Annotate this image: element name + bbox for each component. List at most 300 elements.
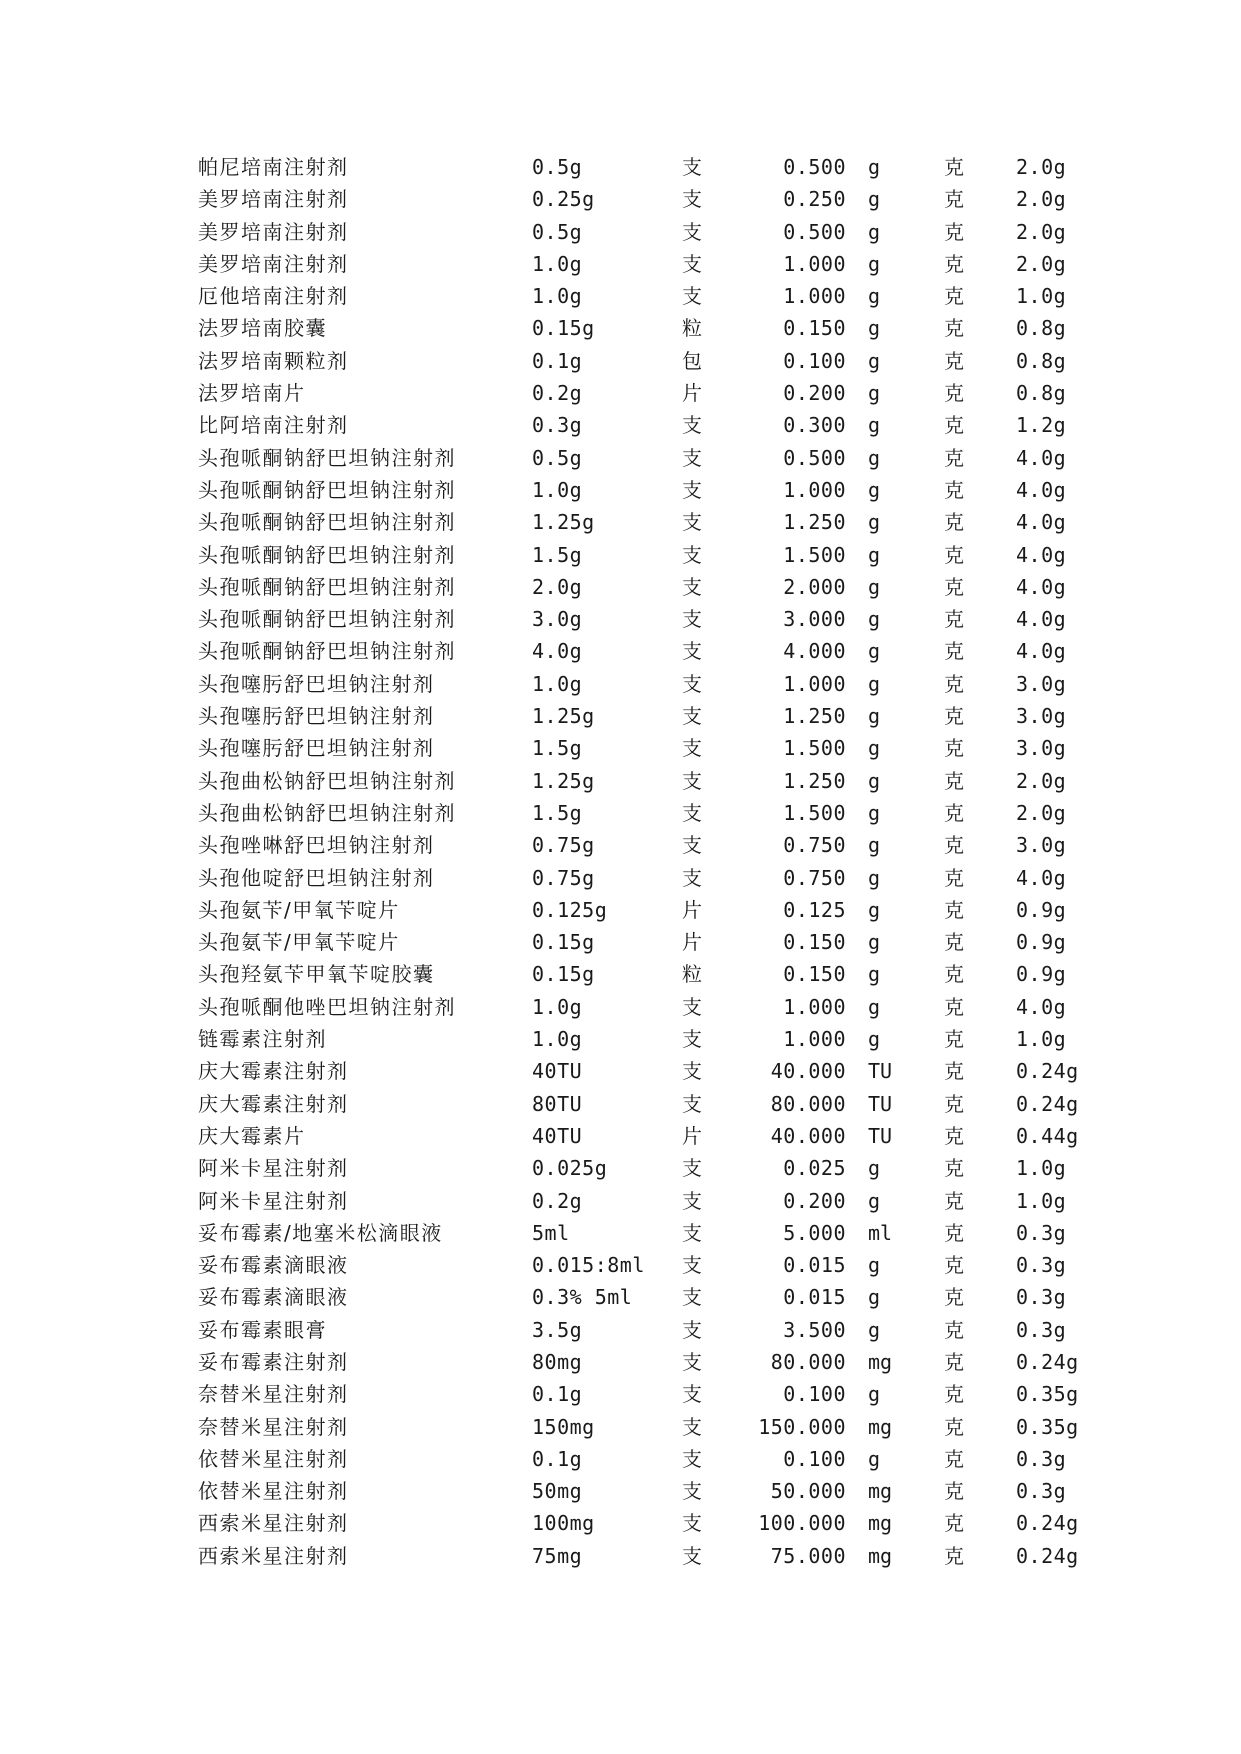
package-unit-cell: 支 [682, 1446, 702, 1471]
ddd-unit-cell: 克 [944, 671, 964, 696]
drug-name-cell: 帕尼培南注射剂 [198, 155, 349, 179]
package-unit-cell: 支 [682, 994, 702, 1019]
quantity-cell: 1.500 [783, 800, 846, 825]
ddd-value-cell: 0.24g [1016, 1059, 1079, 1084]
quantity-cell: 3.500 [783, 1317, 846, 1342]
quantity-cell: 1.000 [783, 284, 846, 309]
quantity-unit-cell: g [868, 897, 881, 922]
table-row [0, 571, 1241, 603]
package-unit-cell: 包 [682, 348, 702, 373]
drug-name-cell: 头孢噻肟舒巴坦钠注射剂 [198, 704, 435, 729]
ddd-value-cell: 0.35g [1016, 1414, 1079, 1439]
spec-cell: 0.1g [532, 1382, 583, 1407]
spec-cell: 1.0g [532, 1027, 583, 1052]
package-unit-cell: 支 [682, 155, 702, 179]
ddd-value-cell: 4.0g [1016, 574, 1067, 599]
ddd-value-cell: 0.3g [1016, 1285, 1067, 1310]
quantity-cell: 1.500 [783, 542, 846, 567]
table-row [0, 377, 1241, 409]
ddd-value-cell: 0.8g [1016, 381, 1067, 406]
package-unit-cell: 支 [682, 477, 702, 502]
spec-cell: 1.0g [532, 251, 583, 276]
drug-name-cell: 头孢噻肟舒巴坦钠注射剂 [198, 671, 435, 696]
ddd-value-cell: 2.0g [1016, 768, 1067, 793]
ddd-unit-cell: 克 [944, 607, 964, 632]
table-row [0, 1088, 1241, 1120]
spec-cell: 1.25g [532, 510, 595, 535]
quantity-unit-cell: g [868, 833, 881, 858]
quantity-unit-cell: g [868, 219, 881, 244]
drug-name-cell: 庆大霉素注射剂 [198, 1059, 349, 1084]
ddd-unit-cell: 克 [944, 768, 964, 793]
drug-name-cell: 链霉素注射剂 [198, 1027, 327, 1052]
spec-cell: 0.025g [532, 1156, 608, 1181]
quantity-cell: 1.250 [783, 510, 846, 535]
drug-name-cell: 妥布霉素眼膏 [198, 1317, 327, 1342]
table-row [0, 345, 1241, 377]
quantity-unit-cell: g [868, 865, 881, 890]
drug-name-cell: 头孢曲松钠舒巴坦钠注射剂 [198, 768, 456, 793]
package-unit-cell: 支 [682, 284, 702, 309]
table-row [0, 280, 1241, 312]
quantity-cell: 3.000 [783, 607, 846, 632]
drug-name-cell: 妥布霉素滴眼液 [198, 1285, 349, 1310]
drug-name-cell: 头孢哌酮钠舒巴坦钠注射剂 [198, 477, 456, 502]
package-unit-cell: 支 [682, 1091, 702, 1116]
drug-name-cell: 头孢哌酮钠舒巴坦钠注射剂 [198, 542, 456, 567]
package-unit-cell: 支 [682, 833, 702, 858]
ddd-value-cell: 0.9g [1016, 962, 1067, 987]
package-unit-cell: 片 [682, 897, 702, 922]
drug-name-cell: 头孢哌酮钠舒巴坦钠注射剂 [198, 639, 456, 664]
quantity-cell: 0.100 [783, 1382, 846, 1407]
table-row [0, 1346, 1241, 1378]
table-row [0, 958, 1241, 990]
package-unit-cell: 支 [682, 1027, 702, 1052]
drug-name-cell: 奈替米星注射剂 [198, 1382, 349, 1407]
ddd-unit-cell: 克 [944, 477, 964, 502]
spec-cell: 1.5g [532, 736, 583, 761]
quantity-cell: 1.000 [783, 671, 846, 696]
quantity-cell: 0.750 [783, 833, 846, 858]
spec-cell: 0.2g [532, 381, 583, 406]
drug-name-cell: 比阿培南注射剂 [198, 413, 349, 438]
package-unit-cell: 片 [682, 381, 702, 406]
spec-cell: 0.1g [532, 1446, 583, 1471]
table-row [0, 668, 1241, 700]
drug-name-cell: 妥布霉素注射剂 [198, 1349, 349, 1374]
drug-name-cell: 庆大霉素片 [198, 1123, 306, 1148]
ddd-unit-cell: 克 [944, 187, 964, 212]
drug-name-cell: 厄他培南注射剂 [198, 284, 349, 309]
quantity-cell: 5.000 [783, 1220, 846, 1245]
quantity-unit-cell: mg [868, 1511, 893, 1536]
ddd-value-cell: 0.8g [1016, 348, 1067, 373]
quantity-unit-cell: TU [868, 1123, 893, 1148]
quantity-cell: 0.500 [783, 445, 846, 470]
package-unit-cell: 支 [682, 1253, 702, 1278]
ddd-unit-cell: 克 [944, 316, 964, 341]
quantity-unit-cell: g [868, 1317, 881, 1342]
table-row [0, 442, 1241, 474]
quantity-unit-cell: g [868, 413, 881, 438]
quantity-unit-cell: mg [868, 1479, 893, 1504]
quantity-unit-cell: g [868, 251, 881, 276]
package-unit-cell: 支 [682, 445, 702, 470]
quantity-unit-cell: g [868, 704, 881, 729]
table-row [0, 700, 1241, 732]
ddd-value-cell: 1.0g [1016, 1027, 1067, 1052]
quantity-unit-cell: g [868, 381, 881, 406]
spec-cell: 150mg [532, 1414, 595, 1439]
ddd-unit-cell: 克 [944, 1220, 964, 1245]
package-unit-cell: 支 [682, 1188, 702, 1213]
spec-cell: 3.0g [532, 607, 583, 632]
ddd-value-cell: 0.9g [1016, 930, 1067, 955]
quantity-unit-cell: TU [868, 1091, 893, 1116]
drug-name-cell: 美罗培南注射剂 [198, 187, 349, 212]
spec-cell: 1.5g [532, 542, 583, 567]
quantity-unit-cell: g [868, 348, 881, 373]
quantity-unit-cell: g [868, 1446, 881, 1471]
ddd-unit-cell: 克 [944, 1027, 964, 1052]
spec-cell: 1.0g [532, 477, 583, 502]
spec-cell: 1.25g [532, 768, 595, 793]
ddd-unit-cell: 克 [944, 1156, 964, 1181]
quantity-cell: 0.750 [783, 865, 846, 890]
spec-cell: 0.2g [532, 1188, 583, 1213]
quantity-cell: 100.000 [758, 1511, 846, 1536]
table-row [0, 991, 1241, 1023]
quantity-unit-cell: g [868, 1285, 881, 1310]
quantity-cell: 1.000 [783, 251, 846, 276]
spec-cell: 2.0g [532, 574, 583, 599]
package-unit-cell: 支 [682, 1317, 702, 1342]
package-unit-cell: 支 [682, 865, 702, 890]
quantity-unit-cell: g [868, 1188, 881, 1213]
package-unit-cell: 支 [682, 607, 702, 632]
spec-cell: 80mg [532, 1349, 583, 1374]
table-row [0, 1411, 1241, 1443]
table-row [0, 1443, 1241, 1475]
ddd-value-cell: 0.3g [1016, 1317, 1067, 1342]
drug-name-cell: 头孢哌酮钠舒巴坦钠注射剂 [198, 607, 456, 632]
quantity-unit-cell: g [868, 155, 881, 179]
quantity-cell: 0.500 [783, 219, 846, 244]
spec-cell: 1.0g [532, 671, 583, 696]
table-row [0, 539, 1241, 571]
quantity-cell: 0.200 [783, 381, 846, 406]
package-unit-cell: 片 [682, 930, 702, 955]
drug-ddd-table [0, 151, 1241, 1572]
quantity-unit-cell: g [868, 1156, 881, 1181]
quantity-cell: 1.000 [783, 1027, 846, 1052]
ddd-value-cell: 3.0g [1016, 671, 1067, 696]
ddd-value-cell: 3.0g [1016, 833, 1067, 858]
ddd-unit-cell: 克 [944, 251, 964, 276]
ddd-unit-cell: 克 [944, 736, 964, 761]
package-unit-cell: 支 [682, 187, 702, 212]
ddd-unit-cell: 克 [944, 639, 964, 664]
ddd-unit-cell: 克 [944, 445, 964, 470]
package-unit-cell: 支 [682, 1511, 702, 1536]
spec-cell: 0.015:8ml [532, 1253, 645, 1278]
package-unit-cell: 支 [682, 574, 702, 599]
package-unit-cell: 粒 [682, 962, 702, 987]
drug-name-cell: 西索米星注射剂 [198, 1511, 349, 1536]
package-unit-cell: 支 [682, 542, 702, 567]
drug-name-cell: 头孢哌酮钠舒巴坦钠注射剂 [198, 510, 456, 535]
drug-name-cell: 依替米星注射剂 [198, 1446, 349, 1471]
package-unit-cell: 支 [682, 1285, 702, 1310]
package-unit-cell: 支 [682, 1543, 702, 1568]
drug-name-cell: 头孢哌酮他唑巴坦钠注射剂 [198, 994, 456, 1019]
package-unit-cell: 粒 [682, 316, 702, 341]
quantity-cell: 0.150 [783, 316, 846, 341]
quantity-cell: 0.100 [783, 1446, 846, 1471]
quantity-unit-cell: g [868, 1253, 881, 1278]
quantity-cell: 0.150 [783, 930, 846, 955]
package-unit-cell: 支 [682, 736, 702, 761]
spec-cell: 0.5g [532, 155, 583, 179]
spec-cell: 1.25g [532, 704, 595, 729]
drug-name-cell: 妥布霉素滴眼液 [198, 1253, 349, 1278]
quantity-unit-cell: g [868, 574, 881, 599]
table-row [0, 797, 1241, 829]
quantity-cell: 40.000 [770, 1059, 846, 1084]
package-unit-cell: 支 [682, 413, 702, 438]
spec-cell: 0.15g [532, 930, 595, 955]
ddd-value-cell: 2.0g [1016, 800, 1067, 825]
drug-name-cell: 头孢哌酮钠舒巴坦钠注射剂 [198, 445, 456, 470]
spec-cell: 0.5g [532, 219, 583, 244]
package-unit-cell: 支 [682, 639, 702, 664]
quantity-unit-cell: g [868, 187, 881, 212]
quantity-unit-cell: g [868, 542, 881, 567]
drug-name-cell: 庆大霉素注射剂 [198, 1091, 349, 1116]
ddd-value-cell: 0.9g [1016, 897, 1067, 922]
quantity-unit-cell: g [868, 768, 881, 793]
table-row [0, 474, 1241, 506]
package-unit-cell: 片 [682, 1123, 702, 1148]
quantity-unit-cell: mg [868, 1414, 893, 1439]
quantity-cell: 0.100 [783, 348, 846, 373]
spec-cell: 100mg [532, 1511, 595, 1536]
table-row [0, 1185, 1241, 1217]
quantity-unit-cell: g [868, 736, 881, 761]
ddd-value-cell: 4.0g [1016, 639, 1067, 664]
spec-cell: 40TU [532, 1123, 583, 1148]
ddd-unit-cell: 克 [944, 962, 964, 987]
drug-name-cell: 美罗培南注射剂 [198, 251, 349, 276]
table-row [0, 1507, 1241, 1539]
spec-cell: 50mg [532, 1479, 583, 1504]
drug-name-cell: 依替米星注射剂 [198, 1479, 349, 1504]
ddd-unit-cell: 克 [944, 542, 964, 567]
ddd-value-cell: 0.24g [1016, 1511, 1079, 1536]
table-row [0, 1152, 1241, 1184]
ddd-unit-cell: 克 [944, 1091, 964, 1116]
drug-name-cell: 头孢噻肟舒巴坦钠注射剂 [198, 736, 435, 761]
package-unit-cell: 支 [682, 1349, 702, 1374]
drug-name-cell: 头孢氨苄/甲氧苄啶片 [198, 897, 400, 922]
table-row [0, 603, 1241, 635]
quantity-unit-cell: g [868, 639, 881, 664]
ddd-unit-cell: 克 [944, 155, 964, 179]
quantity-unit-cell: g [868, 1027, 881, 1052]
quantity-cell: 50.000 [770, 1479, 846, 1504]
ddd-unit-cell: 克 [944, 219, 964, 244]
ddd-unit-cell: 克 [944, 1414, 964, 1439]
table-row [0, 926, 1241, 958]
drug-name-cell: 头孢哌酮钠舒巴坦钠注射剂 [198, 574, 456, 599]
ddd-value-cell: 4.0g [1016, 445, 1067, 470]
table-row [0, 1540, 1241, 1572]
ddd-value-cell: 2.0g [1016, 155, 1067, 179]
ddd-value-cell: 4.0g [1016, 865, 1067, 890]
package-unit-cell: 支 [682, 704, 702, 729]
table-row [0, 151, 1241, 183]
quantity-unit-cell: ml [868, 1220, 893, 1245]
table-row [0, 506, 1241, 538]
drug-name-cell: 阿米卡星注射剂 [198, 1188, 349, 1213]
ddd-value-cell: 4.0g [1016, 477, 1067, 502]
ddd-value-cell: 1.0g [1016, 1188, 1067, 1213]
spec-cell: 0.5g [532, 445, 583, 470]
table-row [0, 635, 1241, 667]
quantity-cell: 150.000 [758, 1414, 846, 1439]
package-unit-cell: 支 [682, 1220, 702, 1245]
table-row [0, 1023, 1241, 1055]
quantity-cell: 0.250 [783, 187, 846, 212]
ddd-unit-cell: 克 [944, 1253, 964, 1278]
quantity-cell: 80.000 [770, 1091, 846, 1116]
drug-name-cell: 头孢羟氨苄甲氧苄啶胶囊 [198, 962, 435, 987]
table-row [0, 1217, 1241, 1249]
quantity-cell: 0.500 [783, 155, 846, 179]
ddd-value-cell: 0.3g [1016, 1253, 1067, 1278]
ddd-unit-cell: 克 [944, 413, 964, 438]
ddd-unit-cell: 克 [944, 1543, 964, 1568]
quantity-cell: 1.000 [783, 994, 846, 1019]
spec-cell: 80TU [532, 1091, 583, 1116]
quantity-cell: 2.000 [783, 574, 846, 599]
package-unit-cell: 支 [682, 1382, 702, 1407]
table-row [0, 312, 1241, 344]
spec-cell: 5ml [532, 1220, 570, 1245]
quantity-cell: 0.015 [783, 1253, 846, 1278]
quantity-unit-cell: g [868, 607, 881, 632]
ddd-value-cell: 0.3g [1016, 1220, 1067, 1245]
ddd-unit-cell: 克 [944, 1317, 964, 1342]
drug-name-cell: 头孢氨苄/甲氧苄啶片 [198, 930, 400, 955]
ddd-unit-cell: 克 [944, 833, 964, 858]
spec-cell: 0.15g [532, 316, 595, 341]
spec-cell: 0.15g [532, 962, 595, 987]
package-unit-cell: 支 [682, 510, 702, 535]
quantity-unit-cell: g [868, 994, 881, 1019]
spec-cell: 1.5g [532, 800, 583, 825]
spec-cell: 1.0g [532, 994, 583, 1019]
spec-cell: 3.5g [532, 1317, 583, 1342]
drug-name-cell: 美罗培南注射剂 [198, 219, 349, 244]
quantity-unit-cell: mg [868, 1349, 893, 1374]
drug-name-cell: 奈替米星注射剂 [198, 1414, 349, 1439]
table-row [0, 894, 1241, 926]
ddd-unit-cell: 克 [944, 994, 964, 1019]
quantity-cell: 1.000 [783, 477, 846, 502]
table-row [0, 216, 1241, 248]
ddd-value-cell: 4.0g [1016, 542, 1067, 567]
package-unit-cell: 支 [682, 1479, 702, 1504]
spec-cell: 0.3% 5ml [532, 1285, 633, 1310]
quantity-unit-cell: g [868, 477, 881, 502]
package-unit-cell: 支 [682, 219, 702, 244]
spec-cell: 0.3g [532, 413, 583, 438]
ddd-unit-cell: 克 [944, 574, 964, 599]
table-row [0, 1475, 1241, 1507]
spec-cell: 40TU [532, 1059, 583, 1084]
ddd-value-cell: 2.0g [1016, 187, 1067, 212]
ddd-unit-cell: 克 [944, 1479, 964, 1504]
quantity-cell: 80.000 [770, 1349, 846, 1374]
quantity-unit-cell: g [868, 962, 881, 987]
drug-name-cell: 法罗培南胶囊 [198, 316, 327, 341]
table-row [0, 732, 1241, 764]
quantity-cell: 1.500 [783, 736, 846, 761]
ddd-unit-cell: 克 [944, 1446, 964, 1471]
ddd-value-cell: 0.3g [1016, 1446, 1067, 1471]
quantity-unit-cell: g [868, 671, 881, 696]
spec-cell: 1.0g [532, 284, 583, 309]
ddd-value-cell: 4.0g [1016, 994, 1067, 1019]
quantity-unit-cell: g [868, 284, 881, 309]
quantity-unit-cell: g [868, 930, 881, 955]
ddd-value-cell: 3.0g [1016, 704, 1067, 729]
ddd-value-cell: 2.0g [1016, 219, 1067, 244]
ddd-value-cell: 0.44g [1016, 1123, 1079, 1148]
spec-cell: 0.75g [532, 833, 595, 858]
ddd-value-cell: 0.24g [1016, 1543, 1079, 1568]
quantity-unit-cell: mg [868, 1543, 893, 1568]
table-row [0, 183, 1241, 215]
quantity-cell: 1.250 [783, 704, 846, 729]
ddd-unit-cell: 克 [944, 1382, 964, 1407]
quantity-cell: 0.015 [783, 1285, 846, 1310]
drug-name-cell: 妥布霉素/地塞米松滴眼液 [198, 1220, 443, 1245]
quantity-unit-cell: g [868, 316, 881, 341]
ddd-value-cell: 0.35g [1016, 1382, 1079, 1407]
quantity-cell: 0.150 [783, 962, 846, 987]
table-row [0, 248, 1241, 280]
spec-cell: 0.1g [532, 348, 583, 373]
ddd-unit-cell: 克 [944, 1123, 964, 1148]
drug-name-cell: 头孢曲松钠舒巴坦钠注射剂 [198, 800, 456, 825]
ddd-unit-cell: 克 [944, 930, 964, 955]
quantity-unit-cell: g [868, 1382, 881, 1407]
spec-cell: 4.0g [532, 639, 583, 664]
quantity-unit-cell: g [868, 510, 881, 535]
ddd-unit-cell: 克 [944, 1285, 964, 1310]
ddd-value-cell: 2.0g [1016, 251, 1067, 276]
ddd-value-cell: 0.3g [1016, 1479, 1067, 1504]
package-unit-cell: 支 [682, 1414, 702, 1439]
package-unit-cell: 支 [682, 800, 702, 825]
quantity-cell: 0.200 [783, 1188, 846, 1213]
ddd-unit-cell: 克 [944, 1059, 964, 1084]
table-row [0, 1055, 1241, 1087]
ddd-value-cell: 1.0g [1016, 284, 1067, 309]
